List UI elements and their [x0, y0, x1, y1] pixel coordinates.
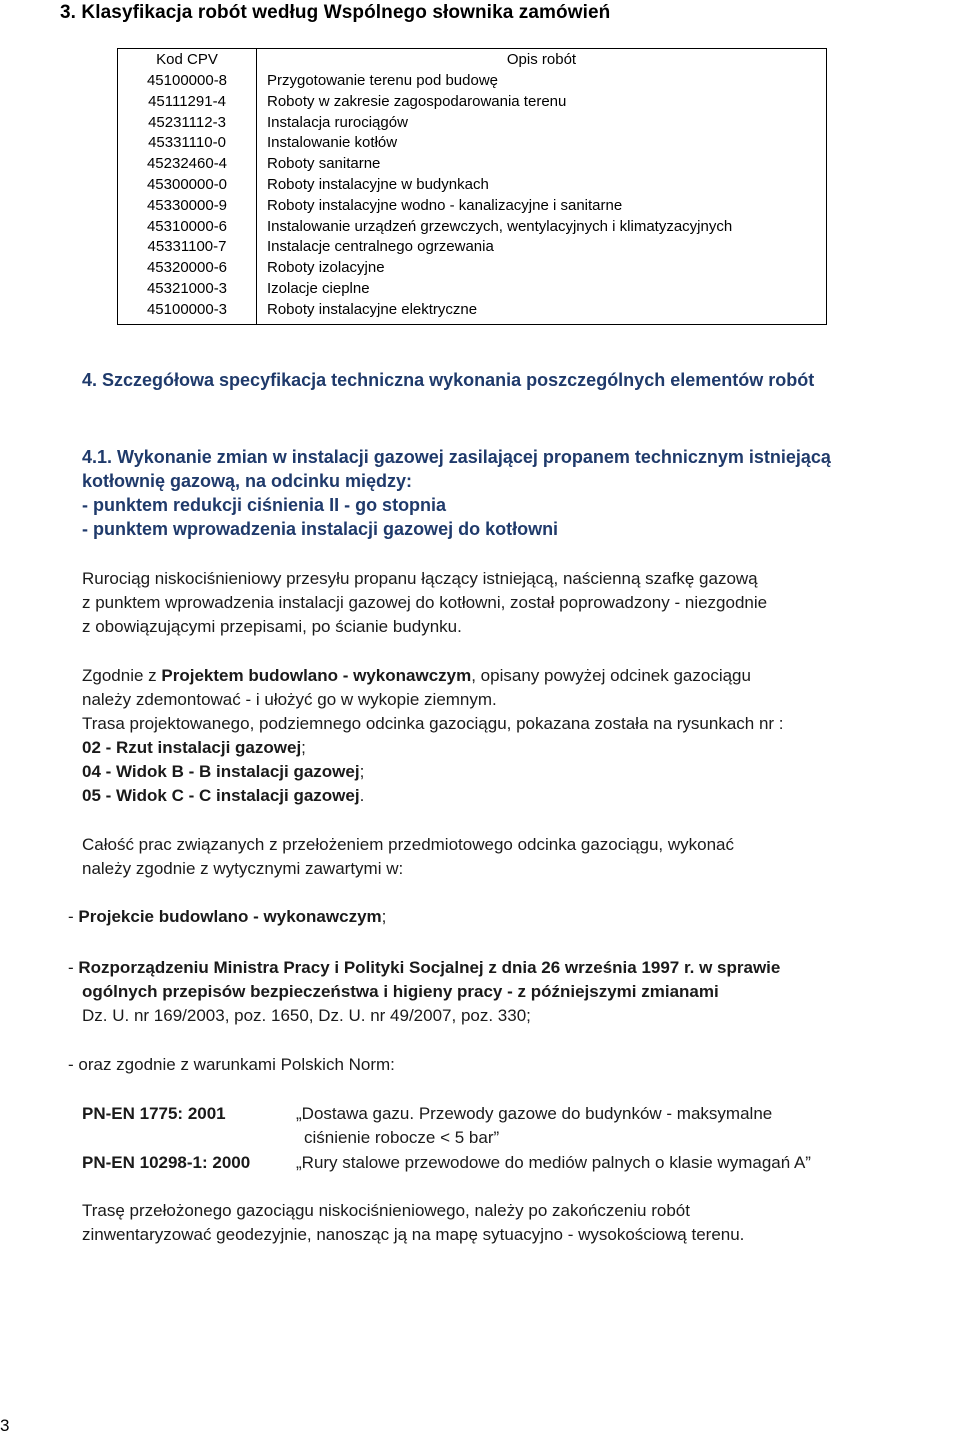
cpv-code-cell: 45231112-3	[118, 113, 257, 134]
paragraph-line: należy zdemontować - i ułożyć go w wykopie ziemnym.	[82, 690, 497, 709]
regulation-title: Rozporządzeniu Ministra Pracy i Polityki Socjalnej z dnia 26 września 1997 r. w sprawie	[78, 958, 781, 977]
table-row	[118, 133, 827, 154]
table-row	[118, 175, 827, 196]
cpv-code-cell: 45310000-6	[118, 217, 257, 238]
table-row	[118, 258, 827, 279]
norm-description: „Rury stalowe przewodowe do mediów palnych o klasie wymagań A”	[296, 1153, 811, 1172]
cpv-table	[117, 48, 827, 325]
punctuation: ;	[359, 762, 365, 781]
project-reference: Projektem budowlano - wykonawczym	[161, 666, 472, 685]
description-cell: Izolacje cieplne	[267, 279, 370, 297]
drawing-reference	[82, 736, 306, 760]
paragraph-line: Całość prac związanych z przełożeniem przedmiotowego odcinka gazociągu, wykonać	[82, 835, 734, 854]
table-header-row	[118, 49, 827, 72]
cpv-code-cell: 45331110-0	[118, 133, 257, 154]
description-cell: Instalacja rurociągów	[267, 113, 408, 131]
table-row	[118, 92, 827, 113]
list-item	[68, 956, 780, 980]
cpv-code-cell: 45232460-4	[118, 154, 257, 175]
paragraph-line	[82, 664, 751, 688]
table-row	[118, 196, 827, 217]
section-3-title: 3. Klasyfikacja robót według Wspólnego słownika zamówień	[60, 2, 611, 23]
norm-description: „Dostawa gazu. Przewody gazowe do budynków - maksymalne	[296, 1104, 773, 1123]
section-4-1-heading-line: 4.1. Wykonanie zmian w instalacji gazowej zasilającej propanem technicznym istniejącą	[82, 447, 831, 467]
cpv-code-cell: 45320000-6	[118, 258, 257, 279]
description-cell: Roboty izolacyjne	[267, 259, 385, 277]
paragraph-line: z obowiązującymi przepisami, po ścianie budynku.	[82, 617, 462, 636]
cpv-code-cell: 45100000-8	[118, 71, 257, 92]
column-header-cpv-code: Kod CPV	[118, 49, 257, 72]
table-row	[118, 300, 827, 324]
text-run: , opisany powyżej odcinek gazociągu	[471, 666, 751, 685]
drawing-reference	[82, 760, 364, 784]
cpv-code-cell: 45300000-0	[118, 175, 257, 196]
table-row	[118, 113, 827, 134]
norm-description: ciśnienie robocze < 5 bar”	[304, 1128, 500, 1147]
description-cell: Instalacje centralnego ogrzewania	[267, 238, 494, 256]
paragraph-line: Trasa projektowanego, podziemnego odcinka gazociągu, pokazana została na rysunkach nr :	[82, 714, 784, 733]
cpv-code-cell: 45330000-9	[118, 196, 257, 217]
text-run: Zgodnie z	[82, 666, 162, 685]
paragraph-line: należy zgodnie z wytycznymi zawartymi w:	[82, 859, 404, 878]
list-dash: -	[68, 958, 79, 977]
description-cell: Instalowanie urządzeń grzewczych, wentylacyjnych i klimatyzacyjnych	[267, 217, 733, 235]
description-cell: Roboty instalacyjne elektryczne	[267, 300, 478, 318]
regulation-title-continued: ogólnych przepisów bezpieczeństwa i higieny pracy - z późniejszymi zmianami	[82, 982, 719, 1001]
punctuation: ;	[301, 738, 306, 757]
section-4-1-heading-line: - punktem redukcji ciśnienia II - go stopnia	[82, 495, 447, 515]
cpv-code-cell: 45321000-3	[118, 279, 257, 300]
regulation-reference: Dz. U. nr 169/2003, poz. 1650, Dz. U. nr 49/2007, poz. 330;	[82, 1006, 531, 1025]
cpv-code-cell: 45100000-3	[118, 300, 257, 324]
cpv-code-cell: 45111291-4	[118, 92, 257, 113]
table-row	[118, 237, 827, 258]
project-reference: Projekcie budowlano - wykonawczym	[78, 907, 382, 926]
section-4-title: 4. Szczegółowa specyfikacja techniczna wykonania poszczególnych elementów robót	[82, 370, 815, 390]
paragraph-line: Rurociąg niskociśnieniowy przesyłu propanu łączący istniejącą, naścienną szafkę gazową	[82, 569, 758, 588]
drawing-title: 05 - Widok C - C instalacji gazowej	[82, 786, 360, 805]
norm-code: PN-EN 10298-1: 2000	[82, 1153, 251, 1172]
drawing-reference	[82, 784, 364, 808]
drawing-title: 04 - Widok B - B instalacji gazowej	[82, 762, 360, 781]
paragraph-line: Trasę przełożonego gazociągu niskociśnieniowego, należy po zakończeniu robót	[82, 1201, 690, 1220]
drawing-title: 02 - Rzut instalacji gazowej	[82, 738, 302, 757]
description-cell: Roboty sanitarne	[267, 155, 381, 173]
table-row	[118, 279, 827, 300]
section-4-1-heading-line: kotłownię gazową, na odcinku między:	[82, 471, 413, 491]
description-cell: Roboty instalacyjne wodno - kanalizacyjne i sanitarne	[267, 196, 623, 214]
table-row	[118, 154, 827, 175]
norm-code: PN-EN 1775: 2001	[82, 1104, 226, 1123]
description-cell: Roboty instalacyjne w budynkach	[267, 175, 489, 193]
table-row	[118, 217, 827, 238]
list-item: - oraz zgodnie z warunkami Polskich Norm:	[68, 1055, 395, 1074]
punctuation: .	[359, 786, 365, 805]
column-header-description: Opis robót	[506, 51, 577, 69]
list-dash: -	[68, 907, 79, 926]
cpv-code-cell: 45331100-7	[118, 237, 257, 258]
table-row	[118, 71, 827, 92]
section-4-1-heading-line: - punktem wprowadzenia instalacji gazowej do kotłowni	[82, 519, 559, 539]
page-number: 3	[0, 1416, 10, 1435]
paragraph-line: z punktem wprowadzenia instalacji gazowej do kotłowni, został poprowadzony - niezgodnie	[82, 593, 768, 612]
list-item	[68, 905, 386, 929]
paragraph-line: zinwentaryzować geodezyjnie, nanosząc ją na mapę sytuacyjno - wysokościową terenu.	[82, 1225, 745, 1244]
description-cell: Roboty w zakresie zagospodarowania terenu	[267, 92, 567, 110]
description-cell: Instalowanie kotłów	[267, 134, 398, 152]
punctuation: ;	[381, 907, 387, 926]
description-cell: Przygotowanie terenu pod budowę	[267, 72, 498, 89]
